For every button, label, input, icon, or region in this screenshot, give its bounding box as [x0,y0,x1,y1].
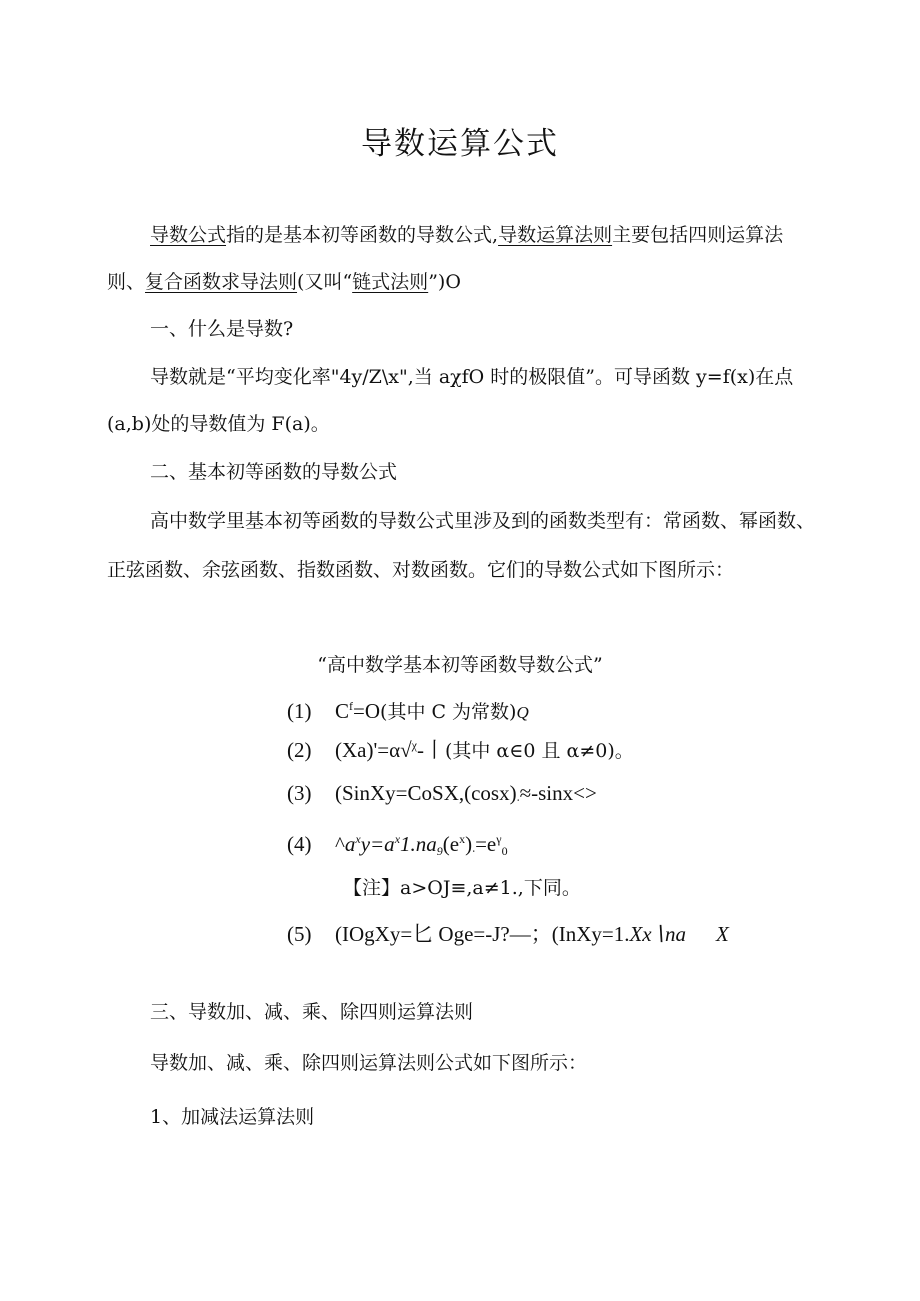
intro-text: 指的是基本初等函数的导数公式, [226,224,499,246]
formula-4-note: 【注】a>OJ≡,a≠1.,下同。 [343,877,581,899]
formula-text: ^ [335,832,345,856]
intro-text: ”)O [428,271,461,293]
formula-sup: x [394,832,401,846]
section3-paragraph: 导数加、减、乘、除四则运算法则公式如下图所示： [150,1052,588,1074]
formula-1 [287,697,529,724]
intro-text: (又叫“ [297,271,353,293]
formula-number: (1) [287,699,312,723]
formula-text: a [344,832,356,856]
formula-note: (其中 α∈0 且 α≠0)。 [444,740,634,762]
formula-text: X [716,922,729,946]
formula-5 [287,918,729,948]
section2-paragraph-line-2: 正弦函数、余弦函数、指数函数、对数函数。它们的导数公式如下图所示： [107,559,735,581]
formula-sup: γ [496,832,502,846]
formula-sup: x [355,832,361,846]
section1-heading: 一、什么是导数? [150,318,294,340]
formula-text: (e [442,832,460,856]
page-title: 导数运算公式 [361,126,559,162]
section3-heading: 三、导数加、减、乘、除四则运算法则 [150,1001,474,1023]
formula-note: (其中 C 为常数) [380,701,517,723]
formula-sub: 0 [501,844,508,858]
link-derivative-formula[interactable]: 导数公式 [150,224,227,246]
formula-text: ) [465,832,473,856]
formula-text: Xx∖na [629,922,687,946]
formula-text: (Xa)'=α [335,738,401,762]
formula-text: -丨 [416,738,445,762]
section1-paragraph-line-2: (a,b)处的导数值为 F(a)。 [107,413,330,435]
formula-sub: ∙ [472,844,476,858]
formula-sup: x [459,832,466,846]
intro-text: 则、 [107,271,146,293]
formula-text: =e [475,832,497,856]
formula-4 [287,832,508,859]
formula-sup: χ [411,738,417,752]
formula-text: 1.na [400,832,437,856]
formula-text: y=a [360,832,395,856]
formula-number: (3) [287,781,312,805]
formula-caption: “高中数学基本初等函数导数公式” [317,654,603,676]
formula-sup: f [349,699,354,713]
section2-paragraph-line-1: 高中数学里基本初等函数的导数公式里涉及到的函数类型有：常函数、幂函数、 [150,510,816,532]
formula-text: C [335,699,350,723]
section3-subheading-1: 1、加减法运算法则 [150,1106,315,1128]
link-chain-rule[interactable]: 链式法则 [352,271,429,293]
link-derivative-rules[interactable]: 导数运算法则 [498,224,613,246]
formula-text: (SinXy=CoSX,(cosx) [335,781,517,805]
section1-paragraph-line-1: 导数就是“平均变化率"4y/Z\x",当 aχfO 时的极限值”。可导函数 y=f(x)在点 [150,366,794,388]
formula-text: √ [400,738,412,762]
formula-text: =O [353,699,381,723]
formula-sub: 9 [436,844,443,858]
formula-2 [287,734,634,764]
intro-line-2 [107,273,461,292]
intro-text: 主要包括四则运算法 [612,224,784,246]
formula-text: ≈-sinx<> [519,781,597,805]
link-composite-function-rule[interactable]: 复合函数求导法则 [145,271,298,293]
section2-heading: 二、基本初等函数的导数公式 [150,461,398,483]
formula-text: Q [516,703,529,722]
formula-number: (2) [287,738,312,762]
formula-sub: ∙ [516,793,520,807]
formula-number: (4) [287,832,312,856]
intro-line-1 [150,226,783,245]
formula-3 [287,781,597,808]
formula-number: (5) [287,922,312,946]
formula-text: (IOgXy=匕 Oge=-J?—；(InXy=1. [335,922,630,946]
